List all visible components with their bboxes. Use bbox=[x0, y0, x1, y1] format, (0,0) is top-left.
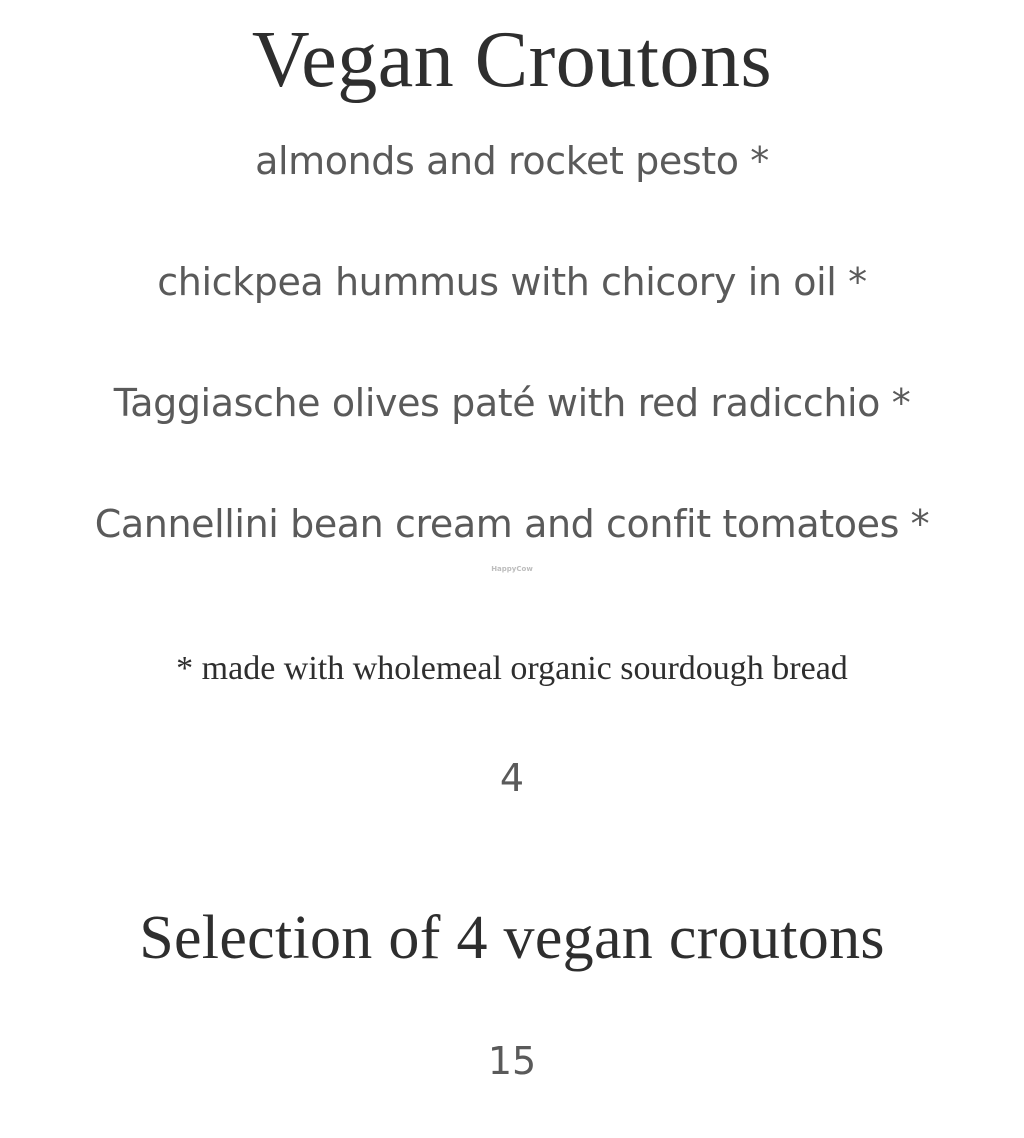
item-price: 4 bbox=[499, 756, 525, 800]
menu-item: Taggiasche olives paté with red radicchio * bbox=[113, 381, 911, 425]
selection-title: Selection of 4 vegan croutons bbox=[139, 904, 885, 972]
menu-item: almonds and rocket pesto * bbox=[255, 139, 769, 183]
menu-item: chickpea hummus with chicory in oil * bbox=[157, 260, 867, 304]
selection-price: 15 bbox=[487, 1039, 537, 1083]
section-title: Vegan Croutons bbox=[251, 16, 773, 104]
footnote: * made with wholemeal organic sourdough bread bbox=[176, 650, 848, 687]
watermark: HappyCow bbox=[491, 565, 533, 573]
menu-item: Cannellini bean cream and confit tomatoes * bbox=[94, 502, 930, 546]
